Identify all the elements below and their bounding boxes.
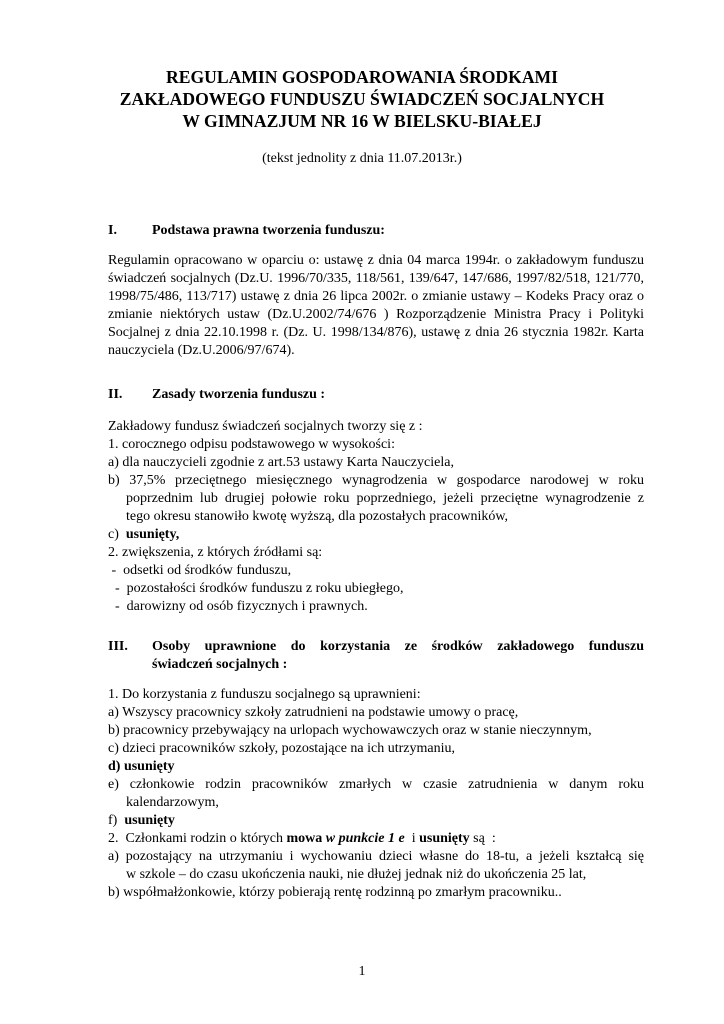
section-3-item-e-line-1: e) członkowie rodzin pracowników zmarłych w czasie zatrudnienia w danym roku (108, 777, 644, 792)
section-1-number: I. (108, 223, 117, 238)
section-2-item-b-line-1: b) 37,5% przeciętnego miesięcznego wynagrodzenia w gospodarce narodowej w roku (108, 473, 644, 488)
section-3-item-2-i: i (404, 831, 420, 846)
section-3-item-2 (108, 830, 496, 848)
section-2-number: II. (108, 387, 123, 402)
section-2-item-c (108, 526, 179, 544)
section-3-item-f (108, 812, 175, 830)
section-2-item-1: 1. corocznego odpisu podstawowego w wysokości: (108, 437, 395, 452)
section-3-sub-a-line-1: a) pozostający na utrzymaniu i wychowaniu dzieci własne do 18-tu, a jeżeli kształcą się (108, 849, 644, 864)
section-3-item-e-line-2: kalendarzowym, (126, 795, 219, 810)
page-number: 1 (358, 964, 366, 979)
section-2-item-c-prefix: c) (108, 527, 126, 542)
section-3-item-2-prefix: 2. Członkami rodzin o których (108, 831, 287, 846)
title-line-1: REGULAMIN GOSPODAROWANIA ŚRODKAMI (166, 67, 558, 87)
section-3-item-f-removed: usunięty (124, 813, 175, 828)
section-2-title: Zasady tworzenia funduszu : (152, 387, 326, 402)
section-3-item-2-removed: usunięty (419, 831, 470, 846)
section-1-title: Podstawa prawna tworzenia funduszu: (152, 223, 385, 238)
section-2-intro: Zakładowy fundusz świadczeń socjalnych tworzy się z : (108, 419, 423, 434)
document-title (0, 66, 724, 132)
section-3-sub-b: b) współmałżonkowie, którzy pobierają rentę rodzinną po zmarłym pracowniku.. (108, 885, 562, 900)
section-2-dash-3: - darowizny od osób fizycznych i prawnych. (108, 599, 368, 614)
section-2-item-2: 2. zwiększenia, z których źródłami są: (108, 545, 323, 560)
section-1-paragraph: Regulamin opracowano w oparciu o: ustawę z dnia 04 marca 1994r. o zakładowym funduszu świadczeń socjalnych (Dz.U. 1996/70/335, 118/561, 139/647, 147/686, 1997/82/518, 121/770, 1998/75/486, 113/717) ustawę z dnia 26 lipca 2002r. o zmianie ustawy – Kodeks Pracy oraz o zmianie niektórych ustaw (Dz.U.2002/74/676 ) Rozporządzenie Ministra Pracy i Polityki Socjalnej z dnia 22.10.1998 r. (Dz. U. 1998/134/876), ustawę z dnia 26 stycznia 1982r. Karta nauczyciela (Dz.U.2006/97/674). (108, 253, 644, 358)
section-3-item-2-mowa: mowa (286, 831, 323, 846)
section-3-item-c: c) dzieci pracowników szkoły, pozostające na ich utrzymaniu, (108, 741, 456, 756)
section-2-item-c-removed: usunięty, (125, 527, 180, 542)
section-3-item-1: 1. Do korzystania z funduszu socjalnego są uprawnieni: (108, 687, 421, 702)
section-3-item-d: d) usunięty (108, 759, 175, 774)
section-3-item-a: a) Wszyscy pracownicy szkoły zatrudnieni na podstawie umowy o pracę, (108, 705, 519, 720)
section-2-dash-1: - odsetki od środków funduszu, (108, 563, 292, 578)
section-3-sub-a-line-2: w szkole – do czasu ukończenia nauki, nie dłużej jednak niż do ukończenia 25 lat, (126, 867, 587, 882)
section-3-item-2-suffix: są : (469, 831, 496, 846)
title-line-3: W GIMNAZJUM NR 16 W BIELSKU-BIAŁEJ (182, 111, 542, 131)
title-line-2: ZAKŁADOWEGO FUNDUSZU ŚWIADCZEŃ SOCJALNYCH (119, 89, 605, 109)
section-2-item-b-line-2: poprzednim lub drugiej połowie roku poprzedniego, jeżeli przeciętne wynagrodzenie z (126, 491, 644, 506)
section-3-title-line-1: Osoby uprawnione do korzystania ze środków zakładowego funduszu (152, 639, 644, 654)
section-2-item-a: a) dla nauczycieli zgodnie z art.53 ustawy Karta Nauczyciela, (108, 455, 454, 470)
section-3-number: III. (108, 639, 128, 654)
section-2-item-b-line-3: tego okresu stanowiło kwotę wyższą, dla pozostałych pracowników, (126, 509, 509, 524)
section-3-title-line-2: świadczeń socjalnych : (152, 657, 288, 672)
section-3-item-b: b) pracownicy przebywający na urlopach wychowawczych oraz w stanie nieczynnym, (108, 723, 592, 738)
document-subtitle: (tekst jednolity z dnia 11.07.2013r.) (262, 151, 462, 166)
section-3-item-f-prefix: f) (108, 813, 125, 828)
section-2-dash-2: - pozostałości środków funduszu z roku ubiegłego, (108, 581, 404, 596)
section-3-item-2-punkt: w punkcie 1 e (325, 831, 405, 846)
